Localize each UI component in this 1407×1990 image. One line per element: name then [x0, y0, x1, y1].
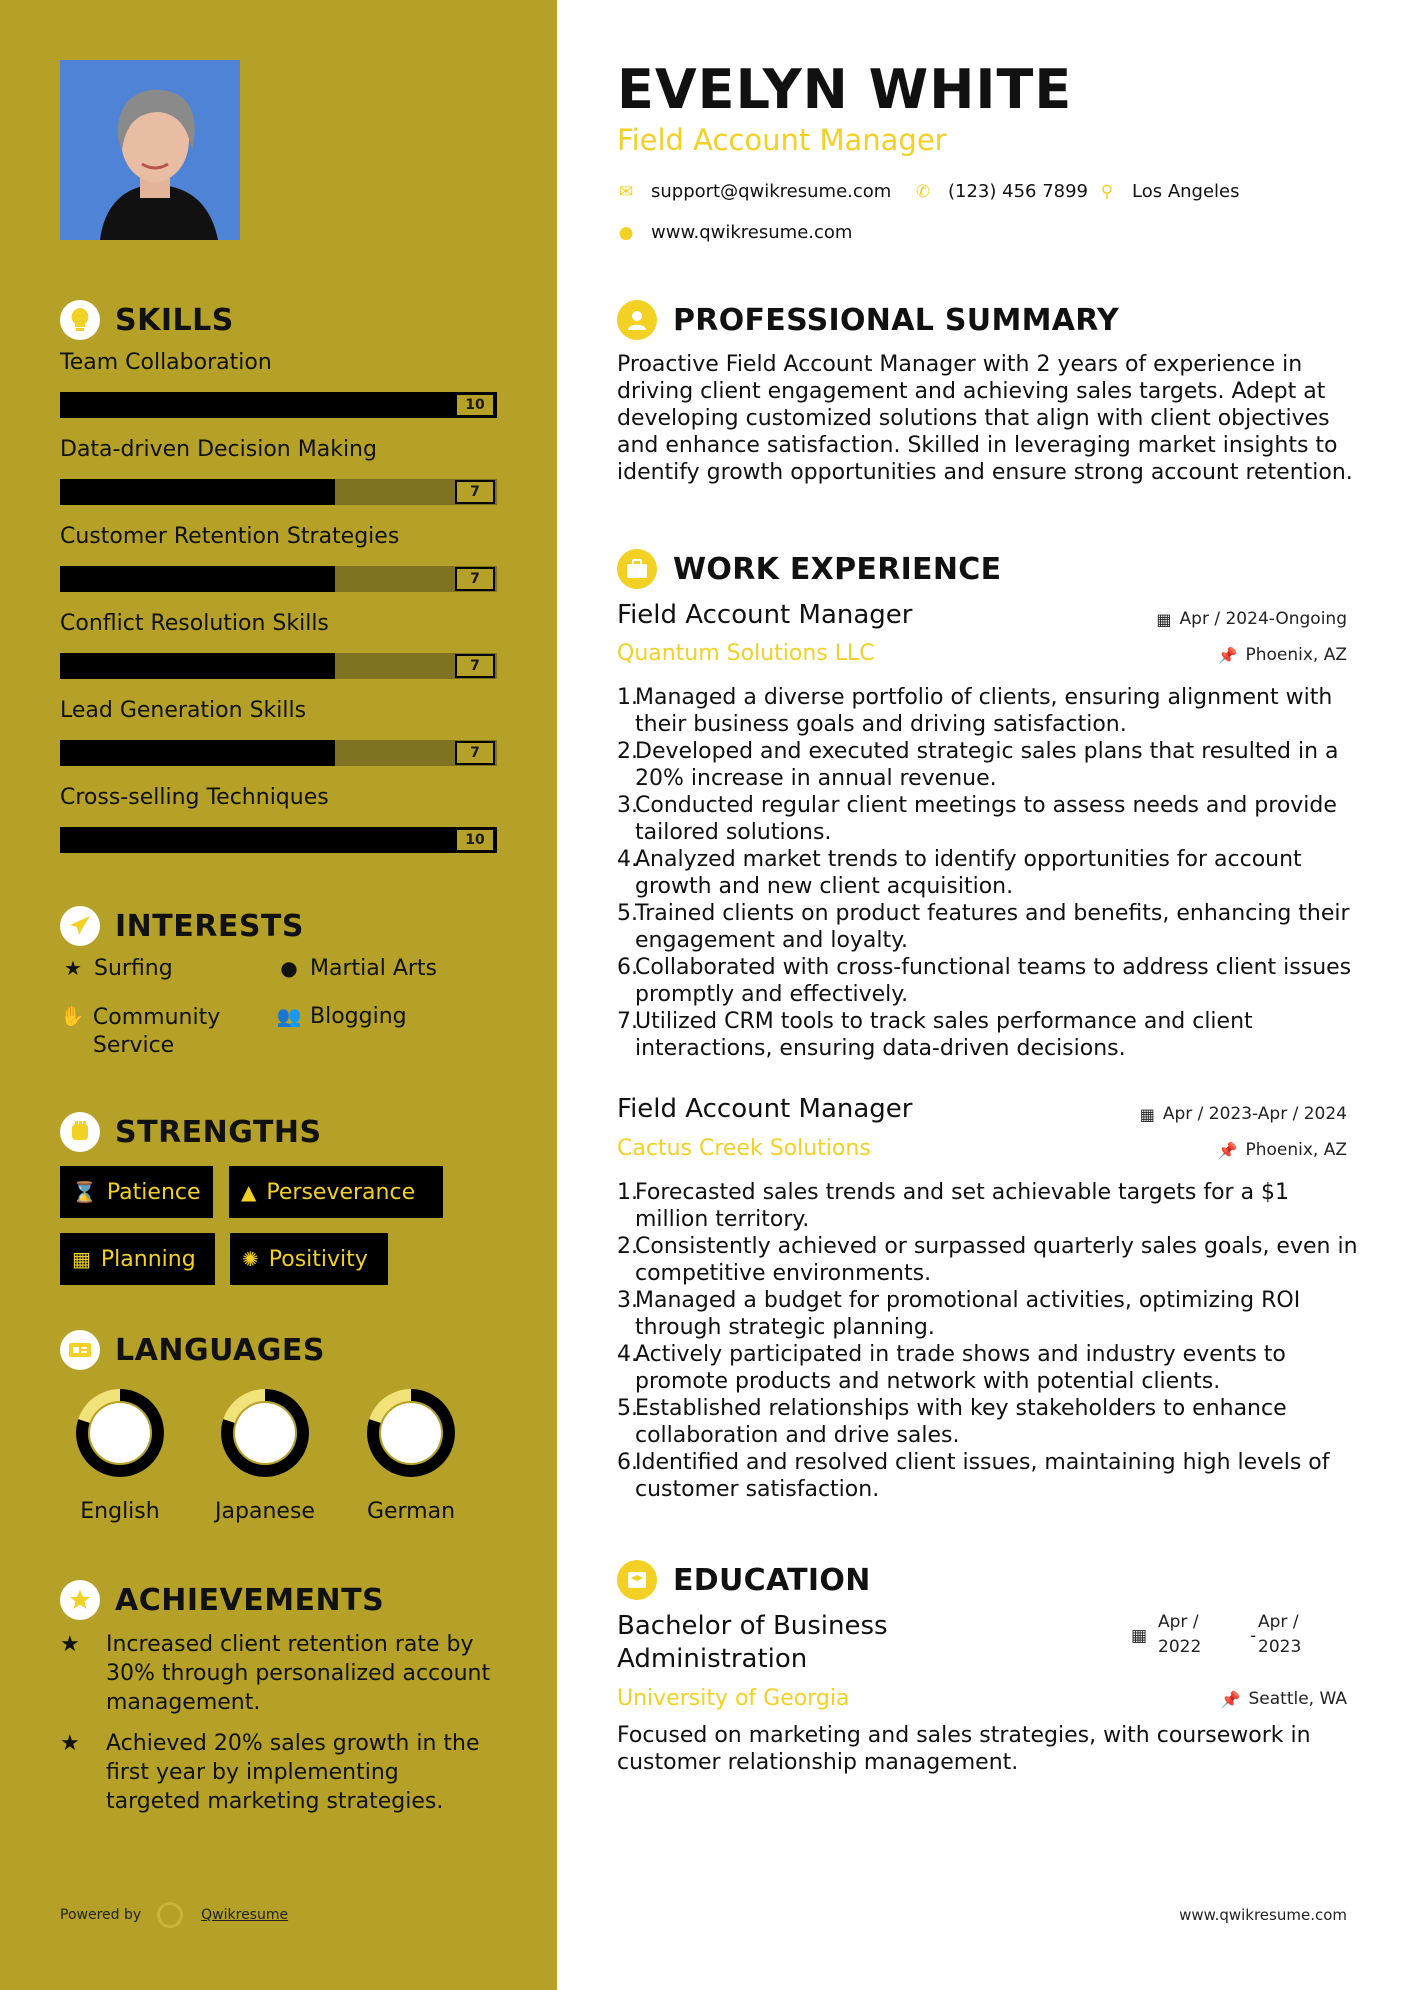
duty-item: Developed and executed strategic sales plans that resulted in a 20% increase in annual revenue. — [635, 739, 1339, 791]
job-duties — [617, 1179, 1362, 1503]
duty-item: Conducted regular client meetings to assess needs and provide tailored solutions. — [635, 793, 1337, 845]
duty-item: Forecasted sales trends and set achievable targets for a $1 million territory. — [635, 1180, 1290, 1232]
duty-item: Analyzed market trends to identify opportunities for account growth and new client acquisition. — [635, 847, 1302, 899]
skill-bar-fill — [60, 479, 335, 505]
duty-item: Trained clients on product features and benefits, enhancing their engagement and loyalty. — [635, 901, 1350, 953]
skill-bar-fill — [60, 566, 335, 592]
education-heading — [617, 1560, 871, 1600]
job-location-text: Phoenix, AZ — [1245, 645, 1347, 665]
school-name: University of Georgia — [617, 1686, 850, 1711]
email-text: support@qwikresume.com — [651, 181, 892, 202]
duty-item: Established relationships with key stakeholders to enhance collaboration and drive sales. — [635, 1396, 1287, 1448]
user-icon — [617, 300, 657, 340]
skill-score: 7 — [455, 741, 495, 765]
skill-label: Team Collaboration — [60, 350, 272, 375]
job-date-text: Apr / 2024-Ongoing — [1179, 609, 1347, 629]
skill-bar — [60, 479, 497, 505]
mountain-icon: ▲ — [241, 1180, 257, 1204]
sun-icon: ✺ — [242, 1247, 259, 1271]
strength-label: Planning — [100, 1246, 196, 1272]
achievement-text: Increased client retention rate by 30% through personalized account management. — [106, 1632, 491, 1715]
contact-phone[interactable] — [914, 181, 1088, 202]
skill-bar-fill — [60, 827, 497, 853]
map-pin-icon: ⚲ — [1100, 181, 1114, 202]
summary-text: Proactive Field Account Manager with 2 years of experience in driving client engagement and achieving sales targets. Adept at developing customized solutions that align with client objectives and enhance satisfaction. Skilled in leveraging market insights to identify growth opportunities and ensure strong account retention. — [617, 352, 1353, 485]
strengths-heading — [60, 1112, 322, 1152]
skill-label: Lead Generation Skills — [60, 698, 307, 723]
job-title: Field Account Manager — [617, 1094, 913, 1124]
globe-icon: ● — [618, 222, 634, 243]
strength-badge — [230, 1233, 388, 1285]
candidate-role: Field Account Manager — [617, 123, 947, 157]
calendar-icon: ▦ — [72, 1247, 91, 1271]
job-location — [1218, 645, 1347, 665]
skill-score: 7 — [455, 480, 495, 504]
job-title: Field Account Manager — [617, 600, 913, 630]
powered-by — [60, 1902, 288, 1928]
education-description: Focused on marketing and sales strategies, with coursework in customer relationship management. — [617, 1723, 1311, 1775]
job-duties — [617, 684, 1362, 1062]
duty-item: Utilized CRM tools to track sales performance and client interactions, ensuring data-driven decisions. — [635, 1009, 1253, 1061]
lightbulb-icon — [60, 300, 100, 340]
contact-email[interactable] — [617, 181, 891, 202]
strengths-title: STRENGTHS — [115, 1114, 322, 1150]
experience-heading — [617, 549, 1001, 589]
strength-badge — [60, 1233, 215, 1285]
calendar-icon: ▦ — [1139, 1104, 1155, 1124]
sidebar — [0, 0, 557, 1990]
education-location — [1221, 1689, 1347, 1709]
candidate-name: EVELYN WHITE — [617, 58, 1073, 121]
duty-item: Managed a budget for promotional activities, optimizing ROI through strategic planning. — [635, 1288, 1301, 1340]
star-icon: ★ — [64, 956, 82, 980]
job-date-text: Apr / 2023-Apr / 2024 — [1162, 1104, 1347, 1124]
interest-label: Blogging — [310, 1004, 407, 1029]
skill-bar-fill — [60, 392, 497, 418]
interest-item — [60, 956, 173, 981]
skill-label: Cross-selling Techniques — [60, 785, 329, 810]
users-icon: 👥 — [276, 1004, 302, 1028]
interest-item — [276, 1004, 407, 1029]
language-donut — [217, 1385, 313, 1481]
skill-score: 7 — [455, 567, 495, 591]
pin-icon: 📌 — [1220, 1689, 1241, 1709]
duty-item: Managed a diverse portfolio of clients, ensuring alignment with their business goals and driving satisfaction. — [635, 685, 1333, 737]
pin-icon: 📌 — [1217, 1140, 1238, 1160]
job-date — [1140, 1104, 1347, 1124]
duty-item: Collaborated with cross-functional teams to address client issues promptly and effectively. — [635, 955, 1352, 1007]
fist-icon — [60, 1112, 100, 1152]
skill-label: Conflict Resolution Skills — [60, 611, 329, 636]
interests-heading — [60, 906, 304, 946]
languages-title: LANGUAGES — [115, 1332, 325, 1368]
contact-website[interactable] — [617, 222, 852, 243]
skill-label: Data-driven Decision Making — [60, 437, 377, 462]
skill-score: 10 — [455, 828, 495, 852]
company-name: Cactus Creek Solutions — [617, 1136, 871, 1161]
education-end-date: Apr / 2023 — [1258, 1612, 1302, 1657]
achievements-heading — [60, 1580, 384, 1620]
brand-link[interactable]: Qwikresume — [201, 1907, 289, 1923]
skill-score: 7 — [455, 654, 495, 678]
skill-label: Customer Retention Strategies — [60, 524, 400, 549]
achievement-text: Achieved 20% sales growth in the first year by implementing targeted marketing strategies. — [106, 1731, 480, 1814]
skill-bar-fill — [60, 740, 335, 766]
skill-bar — [60, 827, 497, 853]
interest-item — [276, 956, 437, 981]
strength-label: Patience — [106, 1179, 201, 1205]
skill-bar — [60, 392, 497, 418]
strength-badge — [60, 1166, 213, 1218]
education-title: EDUCATION — [673, 1562, 871, 1598]
interest-label: Community Service — [92, 1005, 221, 1058]
experience-title: WORK EXPERIENCE — [673, 551, 1002, 587]
skills-heading — [60, 300, 234, 340]
job-location-text: Phoenix, AZ — [1245, 1140, 1347, 1160]
language-item — [55, 1385, 185, 1524]
job-date — [1156, 609, 1347, 629]
paper-plane-icon — [60, 906, 100, 946]
language-donut — [363, 1385, 459, 1481]
skill-bar — [60, 566, 497, 592]
duty-item: Actively participated in trade shows and industry events to promote products and network with potential clients. — [635, 1342, 1286, 1394]
education-location-text: Seattle, WA — [1248, 1689, 1347, 1709]
skill-bar-fill — [60, 653, 335, 679]
degree-title: Bachelor of Business Administration — [617, 1611, 888, 1674]
pin-icon: 📌 — [1217, 645, 1238, 665]
envelope-icon: ✉ — [618, 181, 634, 202]
star-badge-icon — [60, 1580, 100, 1620]
achievement-item — [60, 1630, 500, 1717]
education-calendar-icon: ▦ — [1131, 1626, 1148, 1646]
interests-title: INTERESTS — [115, 908, 304, 944]
summary-title: PROFESSIONAL SUMMARY — [673, 302, 1120, 338]
skill-score: 10 — [455, 393, 495, 417]
hand-icon: ✋ — [60, 1004, 85, 1028]
education-start-date: Apr / 2022 — [1158, 1612, 1202, 1657]
qwikresume-logo-icon — [157, 1902, 183, 1928]
job-location — [1218, 1140, 1347, 1160]
briefcase-icon — [617, 549, 657, 589]
strength-label: Perseverance — [266, 1179, 416, 1205]
contact-location — [1098, 181, 1240, 202]
achievements-title: ACHIEVEMENTS — [115, 1582, 385, 1618]
summary-heading — [617, 300, 1119, 340]
hourglass-icon: ⌛ — [72, 1180, 97, 1204]
powered-label: Powered by — [60, 1907, 142, 1923]
skills-title: SKILLS — [115, 302, 234, 338]
shooting-star-icon: ★ — [60, 1731, 80, 1756]
education-date-separator: - — [1250, 1626, 1257, 1646]
achievement-item — [60, 1729, 500, 1816]
skill-bar — [60, 740, 497, 766]
language-donut — [72, 1385, 168, 1481]
phone-icon: ✆ — [915, 181, 931, 202]
graduation-icon — [617, 1560, 657, 1600]
location-text: Los Angeles — [1132, 181, 1240, 202]
footer-url[interactable]: www.qwikresume.com — [1179, 1906, 1347, 1924]
phone-text: (123) 456 7899 — [948, 181, 1089, 202]
language-card-icon — [60, 1330, 100, 1370]
language-label: German — [366, 1499, 456, 1524]
company-name: Quantum Solutions LLC — [617, 641, 875, 666]
profile-photo — [60, 60, 240, 240]
shooting-star-icon: ★ — [60, 1632, 80, 1657]
calendar-icon: ▦ — [1156, 609, 1172, 629]
interest-label: Martial Arts — [310, 956, 438, 981]
interest-item — [60, 1004, 260, 1060]
skill-bar — [60, 653, 497, 679]
website-text: www.qwikresume.com — [651, 222, 853, 243]
interest-label: Surfing — [94, 956, 173, 981]
strength-label: Positivity — [268, 1246, 368, 1272]
language-label: English — [80, 1499, 160, 1524]
language-item — [346, 1385, 476, 1524]
language-item — [200, 1385, 330, 1524]
globe-icon: ● — [280, 956, 298, 980]
strength-badge — [229, 1166, 443, 1218]
duty-item: Consistently achieved or surpassed quarterly sales goals, even in competitive environments. — [635, 1234, 1358, 1286]
languages-heading — [60, 1330, 325, 1370]
duty-item: Identified and resolved client issues, maintaining high levels of customer satisfaction. — [635, 1450, 1330, 1502]
language-label: Japanese — [215, 1499, 315, 1524]
